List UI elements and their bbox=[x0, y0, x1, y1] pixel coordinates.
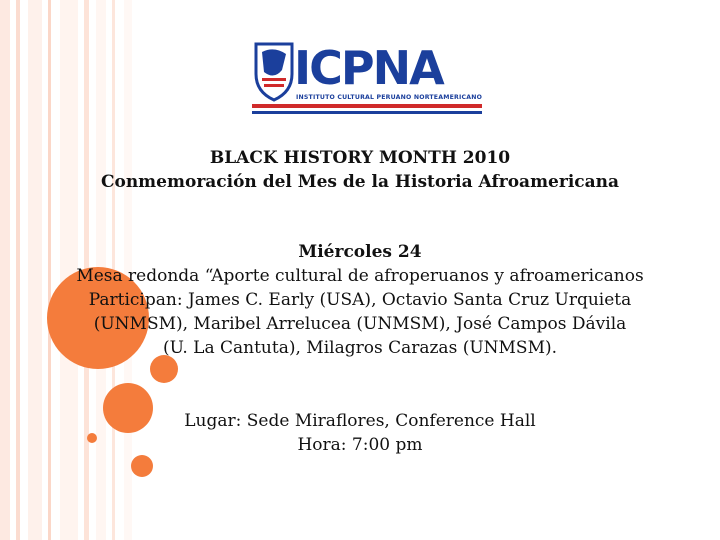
heading-block bbox=[0, 146, 720, 194]
event-line-4: (U. La Cantuta), Milagros Carazas (UNMSM). bbox=[162, 338, 558, 358]
venue-block bbox=[0, 409, 720, 457]
event-line-2: Participan: James C. Early (USA), Octavio Santa Cruz Urquieta bbox=[88, 290, 632, 310]
venue-time: Hora: 7:00 pm bbox=[297, 435, 423, 455]
logo-blue-line bbox=[252, 111, 482, 114]
icpna-logo bbox=[252, 40, 482, 120]
logo-red-line bbox=[252, 104, 482, 108]
logo-wordmark: ICPNA bbox=[294, 41, 443, 95]
heading-title: BLACK HISTORY MONTH 2010 bbox=[209, 148, 511, 168]
venue-place: Lugar: Sede Miraflores, Conference Hall bbox=[184, 411, 536, 431]
small-circle-2 bbox=[131, 455, 153, 477]
logo-subtitle: INSTITUTO CULTURAL PERUANO NORTEAMERICANO bbox=[296, 94, 483, 101]
event-line-3: (UNMSM), Maribel Arrelucea (UNMSM), José Campos Dávila bbox=[93, 314, 627, 334]
logo-emblem bbox=[252, 40, 296, 102]
heading-subtitle: Conmemoración del Mes de la Historia Afroamericana bbox=[100, 172, 620, 192]
event-day: Miércoles 24 bbox=[298, 242, 422, 262]
event-line-1: Mesa redonda “Aporte cultural de afroperuanos y afroamericanos bbox=[76, 266, 644, 286]
event-block bbox=[0, 240, 720, 360]
